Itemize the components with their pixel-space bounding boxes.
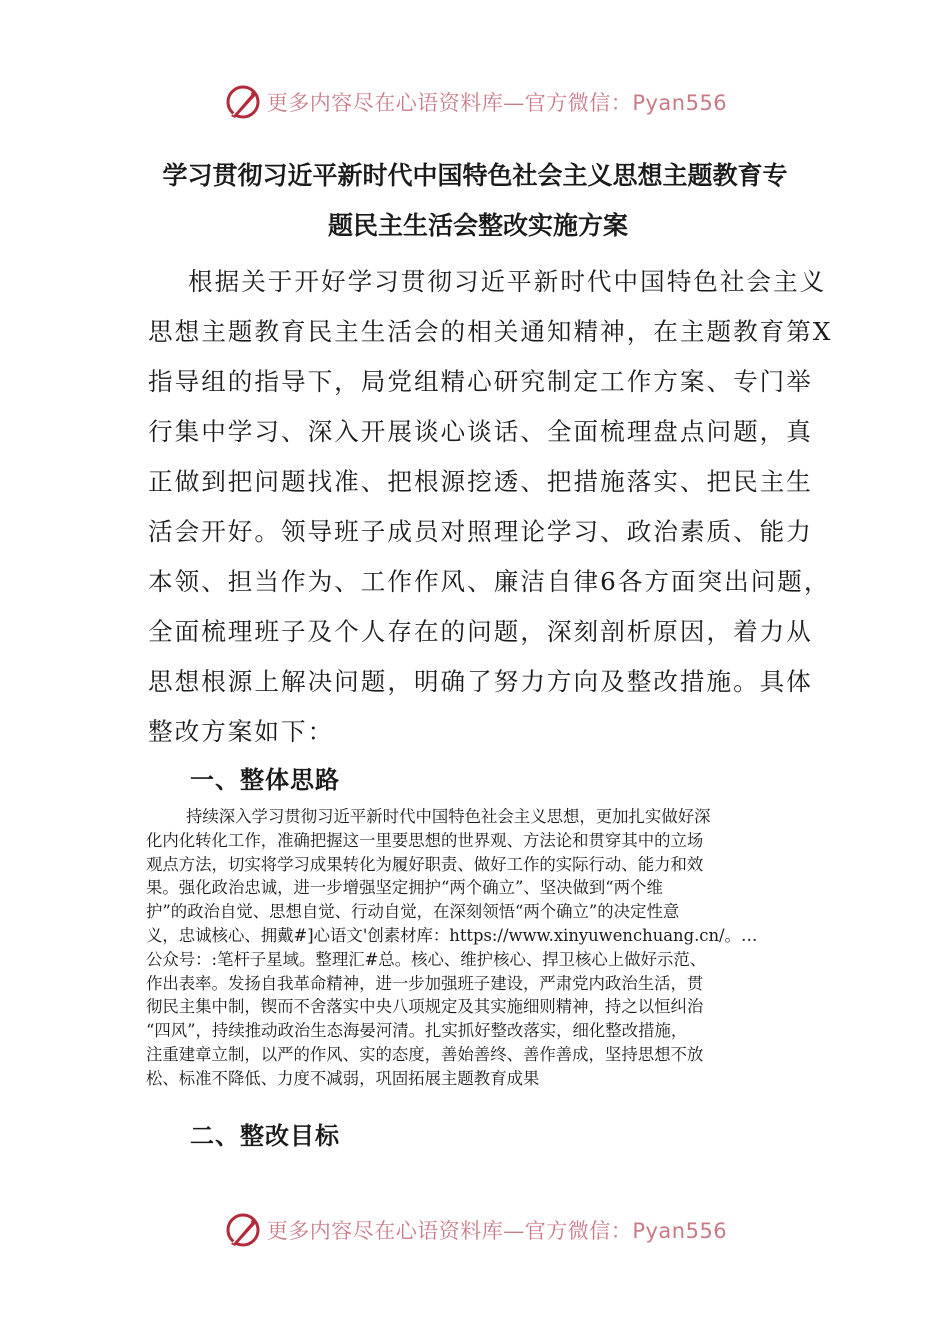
banner-text: 更多内容尽在心语资料库—官方微信：Pyan556 (266, 1219, 728, 1243)
paragraph-line: 思想主题教育民主生活会的相关通知精神，在主题教育第X (148, 317, 833, 346)
paragraph-line: 松、标准不降低、力度不减弱，巩固拓展主题教育成果 (146, 1068, 540, 1088)
paragraph-line: 思想根源上解决问题，明确了努力方向及整改措施。具体 (148, 667, 813, 696)
paragraph-line: 行集中学习、深入开展谈心谈话、全面梳理盘点问题，真 (148, 417, 813, 446)
paragraph-line: 作出表率。发扬自我革命精神，进一步加强班子建设，严肃党内政治生活，贯 (146, 973, 704, 993)
paragraph-line: 全面梳理班子及个人存在的问题，深刻剖析原因，着力从 (148, 617, 813, 646)
paragraph-line: 观点方法，切实将学习成果转化为履好职责、做好工作的实际行动、能力和效 (146, 854, 704, 874)
paragraph-line: 彻民主集中制，锲而不舍落实中央八项规定及其实施细则精神，持之以恒纠治 (146, 997, 704, 1017)
pen-logo-icon (223, 82, 263, 122)
paragraph-line: 指导组的指导下，局党组精心研究制定工作方案、专门举 (148, 367, 813, 396)
section-1-paragraph (146, 805, 806, 1091)
pen-logo-icon (223, 1210, 263, 1250)
paragraph-line: 整改方案如下： (148, 717, 335, 746)
banner-text: 更多内容尽在心语资料库—官方微信：Pyan556 (266, 91, 728, 115)
paragraph-line: 果。强化政治忠诚，进一步增强坚定拥护“两个确立”、坚决做到“两个维 (146, 878, 663, 898)
paragraph-line: “四风”，持续推动政治生态海晏河清。扎实抓好整改落实，细化整改措施， (146, 1021, 688, 1041)
paragraph-line: 化内化转化工作，准确把握这一里要思想的世界观、方法论和贯穿其中的立场 (146, 830, 704, 850)
paragraph-line: 护”的政治自觉、思想自觉、行动自觉，在深刻领悟“两个确立”的决定性意 (146, 902, 680, 922)
footer-banner (0, 1208, 950, 1252)
intro-paragraph (148, 257, 833, 757)
paragraph-line: 正做到把问题找准、把根源挖透、把措施落实、把民主生 (148, 467, 813, 496)
document-title-line-1: 学习贯彻习近平新时代中国特色社会主义思想主题教育专 (162, 161, 788, 190)
paragraph-line: 活会开好。领导班子成员对照理论学习、政治素质、能力 (148, 517, 813, 546)
section-heading-overall-approach: 一、整体思路 (190, 766, 340, 794)
header-banner (0, 80, 950, 124)
paragraph-line: 根据关于开好学习贯彻习近平新时代中国特色社会主义 (188, 267, 827, 296)
paragraph-line: 注重建章立制，以严的作风、实的态度，善始善终、善作善成，坚持思想不放 (146, 1044, 704, 1064)
paragraph-line: 本领、担当作为、工作作风、廉洁自律6各方面突出问题， (148, 567, 831, 596)
wechat-id: Pyan556 (632, 1219, 728, 1243)
paragraph-line: 持续深入学习贯彻习近平新时代中国特色社会主义思想，更加扎实做好深 (186, 807, 711, 826)
wechat-id: Pyan556 (632, 91, 728, 115)
paragraph-line: 公众号：:笔杆子星域。整理汇#总。核心、维护核心、捍卫核心上做好示范、 (146, 949, 707, 969)
section-heading-rectification-goals: 二、整改目标 (190, 1122, 340, 1150)
paragraph-line: 义，忠诚核心、拥戴#]心语文'创素材库：https://www.xinyuwenchuang.cn/。… (146, 925, 758, 945)
document-title-line-2: 题民主生活会整改实施方案 (327, 211, 628, 240)
